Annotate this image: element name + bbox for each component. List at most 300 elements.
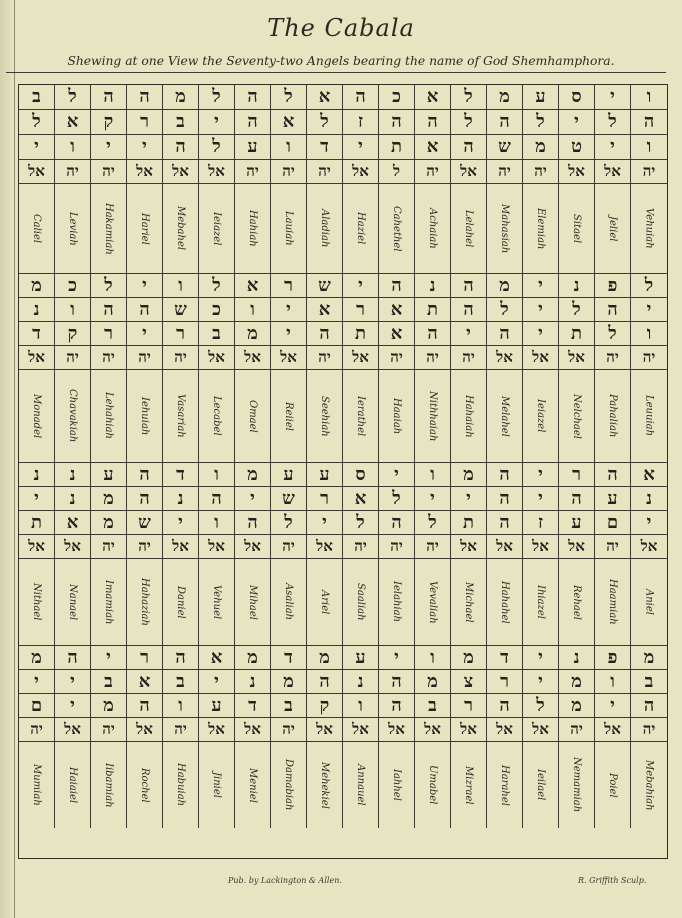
angel-name-cell [559, 184, 595, 274]
angel-name: Lecabel [211, 396, 222, 436]
hebrew-letter: י [430, 487, 435, 509]
letter-cell [379, 487, 415, 511]
hebrew-letter: י [322, 511, 327, 533]
angel-name-cell [19, 184, 55, 274]
hebrew-letter: ה [499, 463, 510, 485]
hebrew-letter: י [646, 511, 652, 533]
letter-cell [451, 694, 487, 718]
angel-name: Nithael [31, 583, 42, 621]
angel-name-cell [631, 559, 667, 646]
hebrew-letter: מ [103, 487, 114, 509]
hebrew-letter: י [106, 646, 111, 668]
suffix-cell [235, 535, 271, 559]
divine-suffix: יה [102, 162, 115, 180]
divine-suffix: יה [246, 162, 259, 180]
angel-name: Aniel [643, 589, 655, 615]
letter-cell [415, 670, 451, 694]
divine-suffix: אל [172, 537, 189, 555]
angel-name-cell [235, 742, 271, 828]
letter-cell [199, 298, 235, 322]
letter-cell [343, 670, 379, 694]
letter-cell [163, 670, 199, 694]
suffix-cell [487, 346, 523, 370]
hebrew-letter: נ [249, 670, 256, 692]
angel-name-cell [415, 559, 451, 646]
angel-name-cell [307, 370, 343, 463]
divine-suffix: אל [280, 348, 297, 366]
divine-suffix: אל [496, 348, 513, 366]
letter-cell [235, 670, 271, 694]
suffix-cell [631, 535, 667, 559]
divine-suffix: יה [426, 348, 439, 366]
letter-cell [379, 511, 415, 535]
hebrew-letter: ש [174, 298, 187, 320]
hebrew-letter: ש [498, 136, 511, 157]
letter-cell [127, 487, 163, 511]
hebrew-letter: י [538, 274, 543, 296]
letter-cell [307, 694, 343, 718]
divine-suffix: אל [568, 162, 585, 180]
hebrew-letter: ד [32, 322, 41, 344]
hebrew-letter: ה [499, 694, 510, 716]
letter-cell [451, 670, 487, 694]
hebrew-letter: ו [430, 463, 435, 485]
suffix-cell [163, 160, 199, 184]
divine-suffix: אל [388, 720, 405, 738]
letter-cell [487, 85, 523, 110]
divine-suffix: אל [532, 720, 549, 738]
book-binding-edge [0, 0, 15, 918]
hebrew-letter: י [142, 322, 147, 344]
letter-cell [631, 487, 667, 511]
letter-cell [55, 135, 91, 160]
hebrew-letter: ו [646, 86, 652, 107]
divine-suffix: יה [570, 720, 583, 738]
hebrew-letter: ה [391, 111, 402, 132]
letter-cell [487, 511, 523, 535]
hebrew-letter: ע [283, 463, 294, 485]
hebrew-letter: ה [499, 111, 510, 132]
letter-cell [235, 463, 271, 487]
letter-cell [199, 322, 235, 346]
angel-name-cell [379, 184, 415, 274]
letter-cell [235, 298, 271, 322]
angel-name: Ariel [319, 589, 330, 615]
angel-name: Lauiah [283, 211, 294, 246]
hebrew-letter: ז [357, 111, 364, 132]
hebrew-letter: ע [355, 646, 366, 668]
hebrew-letter: ו [286, 136, 291, 157]
letter-cell [343, 463, 379, 487]
letter-cell [163, 322, 199, 346]
hebrew-letter: ל [212, 136, 221, 157]
angel-name-cell [451, 742, 487, 828]
angel-name: Rochel [139, 767, 150, 803]
letter-cell [415, 274, 451, 298]
hebrew-letter: ה [463, 136, 474, 157]
hebrew-letter: ה [391, 670, 402, 692]
letter-cell [523, 694, 559, 718]
hebrew-letter: מ [463, 646, 474, 668]
letter-cell [631, 85, 667, 110]
letter-cell [379, 110, 415, 135]
letter-cell [91, 298, 127, 322]
letter-cell [271, 670, 307, 694]
letter-cell [199, 274, 235, 298]
angel-name-cell [631, 184, 667, 274]
letter-cell [271, 274, 307, 298]
letter-cell [19, 670, 55, 694]
suffix-cell [163, 535, 199, 559]
hebrew-letter: כ [392, 86, 401, 107]
letter-cell [379, 85, 415, 110]
hebrew-letter: ל [644, 274, 654, 296]
hebrew-letter: ב [32, 86, 41, 107]
letter-cell [415, 487, 451, 511]
angel-name: Mehekiel [319, 761, 330, 809]
letter-cell [91, 85, 127, 110]
letter-cell [55, 298, 91, 322]
letter-cell [631, 646, 667, 670]
hebrew-letter: מ [535, 136, 546, 157]
hebrew-letter: ל [464, 86, 473, 107]
hebrew-letter: נ [429, 274, 436, 296]
angel-name-cell [343, 370, 379, 463]
hebrew-letter: י [538, 646, 543, 668]
hebrew-letter: א [643, 463, 655, 485]
divine-suffix: אל [424, 720, 441, 738]
letter-cell [451, 298, 487, 322]
hebrew-letter: ר [572, 463, 581, 485]
hebrew-letter: כ [68, 274, 77, 296]
letter-cell [487, 694, 523, 718]
angel-name: Sitael [571, 213, 582, 244]
hebrew-letter: י [574, 111, 579, 132]
hebrew-letter: ו [646, 322, 652, 344]
letter-cell [91, 322, 127, 346]
letter-cell [415, 85, 451, 110]
angel-name: Ielahiah [391, 581, 402, 623]
angel-name: Mebahel [175, 206, 186, 251]
hebrew-letter: פ [607, 646, 618, 668]
hebrew-letter: כ [212, 298, 221, 320]
letter-cell [19, 274, 55, 298]
hebrew-letter: מ [31, 646, 42, 668]
hebrew-letter: מ [427, 670, 438, 692]
divine-suffix: אל [532, 348, 549, 366]
suffix-cell [199, 346, 235, 370]
angel-name-cell [127, 184, 163, 274]
divine-suffix: יה [138, 537, 151, 555]
letter-cell [163, 298, 199, 322]
hebrew-letter: י [466, 322, 471, 344]
angel-name: Harahel [499, 764, 510, 806]
letter-cell [307, 511, 343, 535]
letter-cell [379, 646, 415, 670]
hebrew-letter: י [358, 136, 363, 157]
letter-cell [559, 298, 595, 322]
hebrew-letter: ה [139, 487, 150, 509]
suffix-cell [91, 160, 127, 184]
hebrew-letter: מ [247, 322, 258, 344]
suffix-cell [343, 160, 379, 184]
divine-suffix: אל [28, 162, 45, 180]
hebrew-letter: א [138, 670, 151, 692]
suffix-cell [19, 160, 55, 184]
letter-cell [199, 670, 235, 694]
hebrew-letter: ב [212, 322, 221, 344]
divine-suffix: אל [244, 348, 261, 366]
letter-cell [271, 511, 307, 535]
letter-cell [379, 694, 415, 718]
suffix-cell [91, 718, 127, 742]
suffix-cell [631, 718, 667, 742]
hebrew-letter: י [466, 487, 471, 509]
hebrew-letter: ה [175, 136, 186, 157]
letter-cell [235, 487, 271, 511]
divine-suffix: אל [352, 348, 369, 366]
hebrew-letter: ז [537, 511, 544, 533]
angel-name-cell [199, 370, 235, 463]
hebrew-letter: ע [103, 463, 114, 485]
angel-name: Iahhel [391, 769, 402, 801]
hebrew-letter: ה [499, 322, 510, 344]
hebrew-letter: ד [320, 136, 329, 157]
letter-cell [343, 646, 379, 670]
hebrew-letter: נ [646, 487, 652, 509]
suffix-cell [379, 160, 415, 184]
divine-suffix: אל [316, 537, 333, 555]
letter-cell [559, 85, 595, 110]
letter-cell [127, 298, 163, 322]
divine-suffix: אל [640, 537, 658, 555]
angel-name-cell [307, 559, 343, 646]
angel-name-cell [163, 742, 199, 828]
angel-name-cell [451, 559, 487, 646]
divine-suffix: יה [426, 162, 439, 180]
angel-name: Pahaliah [607, 394, 618, 438]
hebrew-letter: מ [499, 274, 510, 296]
letter-cell [343, 135, 379, 160]
suffix-cell [523, 346, 559, 370]
angel-name: Meniel [247, 767, 258, 803]
hebrew-letter: ה [355, 86, 366, 107]
hebrew-letter: ו [178, 274, 183, 296]
angel-name: Lelahel [463, 209, 474, 248]
letter-cell [379, 135, 415, 160]
letter-cell [559, 487, 595, 511]
letter-cell [559, 511, 595, 535]
hebrew-letter: ה [643, 111, 655, 132]
letter-cell [271, 85, 307, 110]
plate-subtitle: Shewing at one View the Seventy-two Angels bearing the name of God Shemhamphora. [67, 54, 615, 68]
angel-name-cell [91, 559, 127, 646]
letter-cell [55, 274, 91, 298]
hebrew-letter: ת [463, 511, 474, 533]
divine-suffix: אל [208, 720, 225, 738]
angel-name: Annauel [355, 764, 366, 806]
hebrew-letter: י [34, 670, 39, 692]
hebrew-letter: ל [392, 487, 401, 509]
hebrew-letter: מ [103, 511, 114, 533]
divine-suffix: יה [642, 720, 656, 738]
suffix-cell [127, 718, 163, 742]
letter-cell [127, 670, 163, 694]
hebrew-letter: ו [178, 694, 183, 716]
letter-cell [523, 487, 559, 511]
hebrew-letter: ר [464, 694, 473, 716]
hebrew-letter: ה [643, 694, 655, 716]
suffix-cell [235, 718, 271, 742]
hebrew-letter: ה [319, 322, 330, 344]
hebrew-letter: ה [499, 511, 510, 533]
letter-cell [199, 511, 235, 535]
hebrew-letter: ל [500, 298, 509, 320]
angel-name: Jiniel [211, 772, 222, 798]
angel-name-cell [127, 742, 163, 828]
letter-cell [55, 463, 91, 487]
angel-name-cell [379, 559, 415, 646]
letter-cell [91, 670, 127, 694]
angel-name: Ierathel [355, 395, 366, 437]
divine-suffix: אל [568, 348, 585, 366]
hebrew-letter: י [34, 487, 39, 509]
letter-cell [199, 463, 235, 487]
hebrew-letter: י [538, 322, 543, 344]
hebrew-letter: ד [284, 646, 293, 668]
angel-name-cell [163, 184, 199, 274]
angel-name: Mizrael [463, 765, 474, 805]
hebrew-letter: ל [356, 511, 365, 533]
angel-name: Mebahiah [643, 759, 655, 811]
hebrew-letter: ו [358, 694, 363, 716]
suffix-cell [559, 160, 595, 184]
angel-name-cell [487, 559, 523, 646]
suffix-cell [451, 718, 487, 742]
angel-name-cell [199, 742, 235, 828]
suffix-cell [415, 718, 451, 742]
letter-cell [451, 511, 487, 535]
hebrew-letter: נ [33, 298, 40, 320]
plate-title: The Cabala [267, 14, 415, 42]
suffix-cell [631, 346, 667, 370]
hebrew-letter: ה [67, 646, 78, 668]
letter-cell [307, 487, 343, 511]
suffix-cell [91, 535, 127, 559]
suffix-cell [19, 535, 55, 559]
hebrew-letter: ר [356, 298, 365, 320]
suffix-cell [343, 718, 379, 742]
hebrew-letter: י [214, 670, 219, 692]
hebrew-letter: י [142, 136, 147, 157]
letter-cell [379, 463, 415, 487]
suffix-cell [271, 535, 307, 559]
angel-name: Imamiah [103, 579, 114, 625]
angel-name-cell [415, 370, 451, 463]
angel-name: Ihiazel [535, 585, 546, 619]
suffix-cell [307, 346, 343, 370]
angel-name-cell [163, 559, 199, 646]
angel-name-cell [559, 559, 595, 646]
letter-cell [307, 298, 343, 322]
hebrew-letter: ה [139, 463, 150, 485]
hebrew-letter: א [390, 298, 403, 320]
letter-cell [19, 85, 55, 110]
divine-suffix: אל [496, 720, 513, 738]
letter-cell [451, 274, 487, 298]
hebrew-letter: ה [607, 463, 618, 485]
hebrew-letter: ל [104, 274, 113, 296]
letter-cell [559, 694, 595, 718]
letter-cell [343, 298, 379, 322]
hebrew-letter: ל [572, 298, 581, 320]
hebrew-letter: ע [211, 694, 222, 716]
letter-cell [55, 322, 91, 346]
letter-cell [19, 110, 55, 135]
suffix-cell [595, 346, 631, 370]
angel-name-cell [559, 370, 595, 463]
suffix-cell [343, 535, 379, 559]
letter-cell [271, 694, 307, 718]
angel-name: Nelchael [571, 393, 582, 439]
suffix-cell [55, 160, 91, 184]
angel-name-cell [523, 184, 559, 274]
divine-suffix: אל [136, 162, 153, 180]
letter-cell [271, 135, 307, 160]
hebrew-letter: ל [608, 111, 617, 132]
letter-cell [595, 85, 631, 110]
angel-name: Ieilael [535, 769, 546, 801]
divine-suffix: יה [498, 162, 511, 180]
suffix-cell [19, 718, 55, 742]
hebrew-letter: ה [139, 694, 150, 716]
letter-cell [559, 322, 595, 346]
hebrew-letter: ו [70, 136, 75, 157]
letter-cell [271, 463, 307, 487]
letter-cell [19, 694, 55, 718]
angel-name: Mahasiah [499, 203, 510, 254]
letter-cell [523, 670, 559, 694]
angel-name-cell [379, 370, 415, 463]
hebrew-letter: מ [463, 463, 474, 485]
suffix-cell [235, 346, 271, 370]
letter-cell [523, 110, 559, 135]
hebrew-letter: ב [176, 670, 185, 692]
angel-name: Cahethel [391, 205, 402, 252]
hebrew-letter: ו [214, 511, 219, 533]
suffix-cell [523, 160, 559, 184]
letter-cell [631, 135, 667, 160]
angel-name-cell [415, 742, 451, 828]
suffix-cell [595, 718, 631, 742]
divine-suffix: יה [138, 348, 151, 366]
suffix-cell [55, 535, 91, 559]
angel-name-cell [91, 370, 127, 463]
hebrew-letter: ו [646, 136, 652, 157]
letter-cell [271, 322, 307, 346]
suffix-cell [55, 346, 91, 370]
angel-name-cell [595, 184, 631, 274]
hebrew-letter: ה [175, 646, 186, 668]
hebrew-letter: י [646, 298, 652, 320]
hebrew-letter: י [538, 298, 543, 320]
hebrew-letter: י [106, 136, 111, 157]
angel-name: Saaliah [355, 583, 366, 621]
angel-name-cell [559, 742, 595, 828]
letter-cell [451, 135, 487, 160]
hebrew-letter: נ [357, 670, 364, 692]
suffix-cell [127, 535, 163, 559]
